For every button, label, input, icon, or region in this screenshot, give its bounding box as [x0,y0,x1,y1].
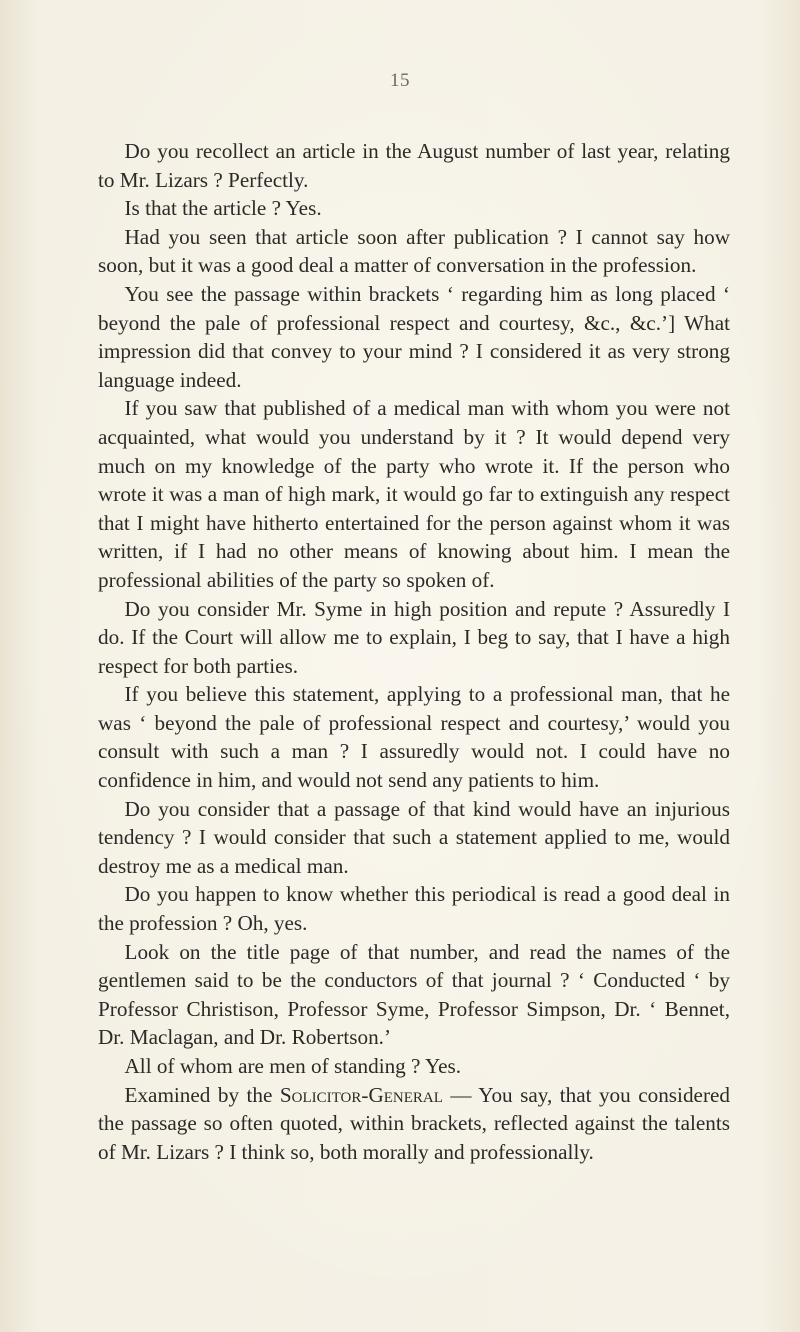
examiner-name: Solicitor-General [279,1082,443,1107]
paragraph: Is that the article ? Yes. [124,196,322,221]
paragraph: All of whom are men of standing ? Yes. [124,1054,462,1078]
paragraph: Had you seen that article soon after publication ? I cannot say how soon, but it was a good deal a matter of conversation in the profession. [98,224,730,278]
paragraph: Look on the title page of that number, and read the names of the gentlemen said to be the conductors of that journal ? ‘ Conducted ‘ by Professor Christison, Professor Syme, Professor Simpson, Dr. ‘ Bennet, Dr. Maclagan, and Dr. Robertson.’ [98,939,730,1050]
paragraph: If you believe this statement, applying to a professional man, that he was ‘ beyond the pale of professional respect and courtesy,’ would you consult with such a man ? I assuredly would not. I could have no confidence in him, and would not send any patients to him. [98,682,730,793]
body-text [98,137,730,1166]
paragraph: Do you consider Mr. Syme in high position and repute ? Assuredly I do. If the Court will allow me to explain, I beg to say, that I have a high respect for both parties. [98,596,730,678]
paragraph-examination [98,1081,730,1167]
examination-prefix: Examined by the [124,1082,280,1107]
page-number: 15 [390,70,410,91]
paragraph: You see the passage within brackets ‘ regarding him as long placed ‘ beyond the pale of professional respect and courtesy, &c., &c.’] What impression did that convey to your mind ? I considered it as very strong language indeed. [98,281,730,392]
paragraph: If you saw that published of a medical man with whom you were not acquainted, what would you understand by it ? It would depend very much on my knowledge of the party who wrote it. If the person who wrote it was a man of high mark, it would go far to extinguish any respect that I might have hitherto entertained for the person against whom it was written, if I had no other means of knowing about him. I mean the professional abilities of the party so spoken of. [98,396,730,592]
paragraph: Do you consider that a passage of that kind would have an injurious tendency ? I would consider that such a statement applied to me, would destroy me as a medical man. [98,796,730,878]
examination-text: — You say, that you considered the passage so often quoted, within brackets, reflected against the talents of Mr. Lizars ? I think so, both morally and professionally. [98,1082,730,1164]
paragraph: Do you happen to know whether this periodical is read a good deal in the profession ? Oh, yes. [98,882,730,936]
paragraph: Do you recollect an article in the August number of last year, relating to Mr. Lizars ? Perfectly. [98,139,730,192]
